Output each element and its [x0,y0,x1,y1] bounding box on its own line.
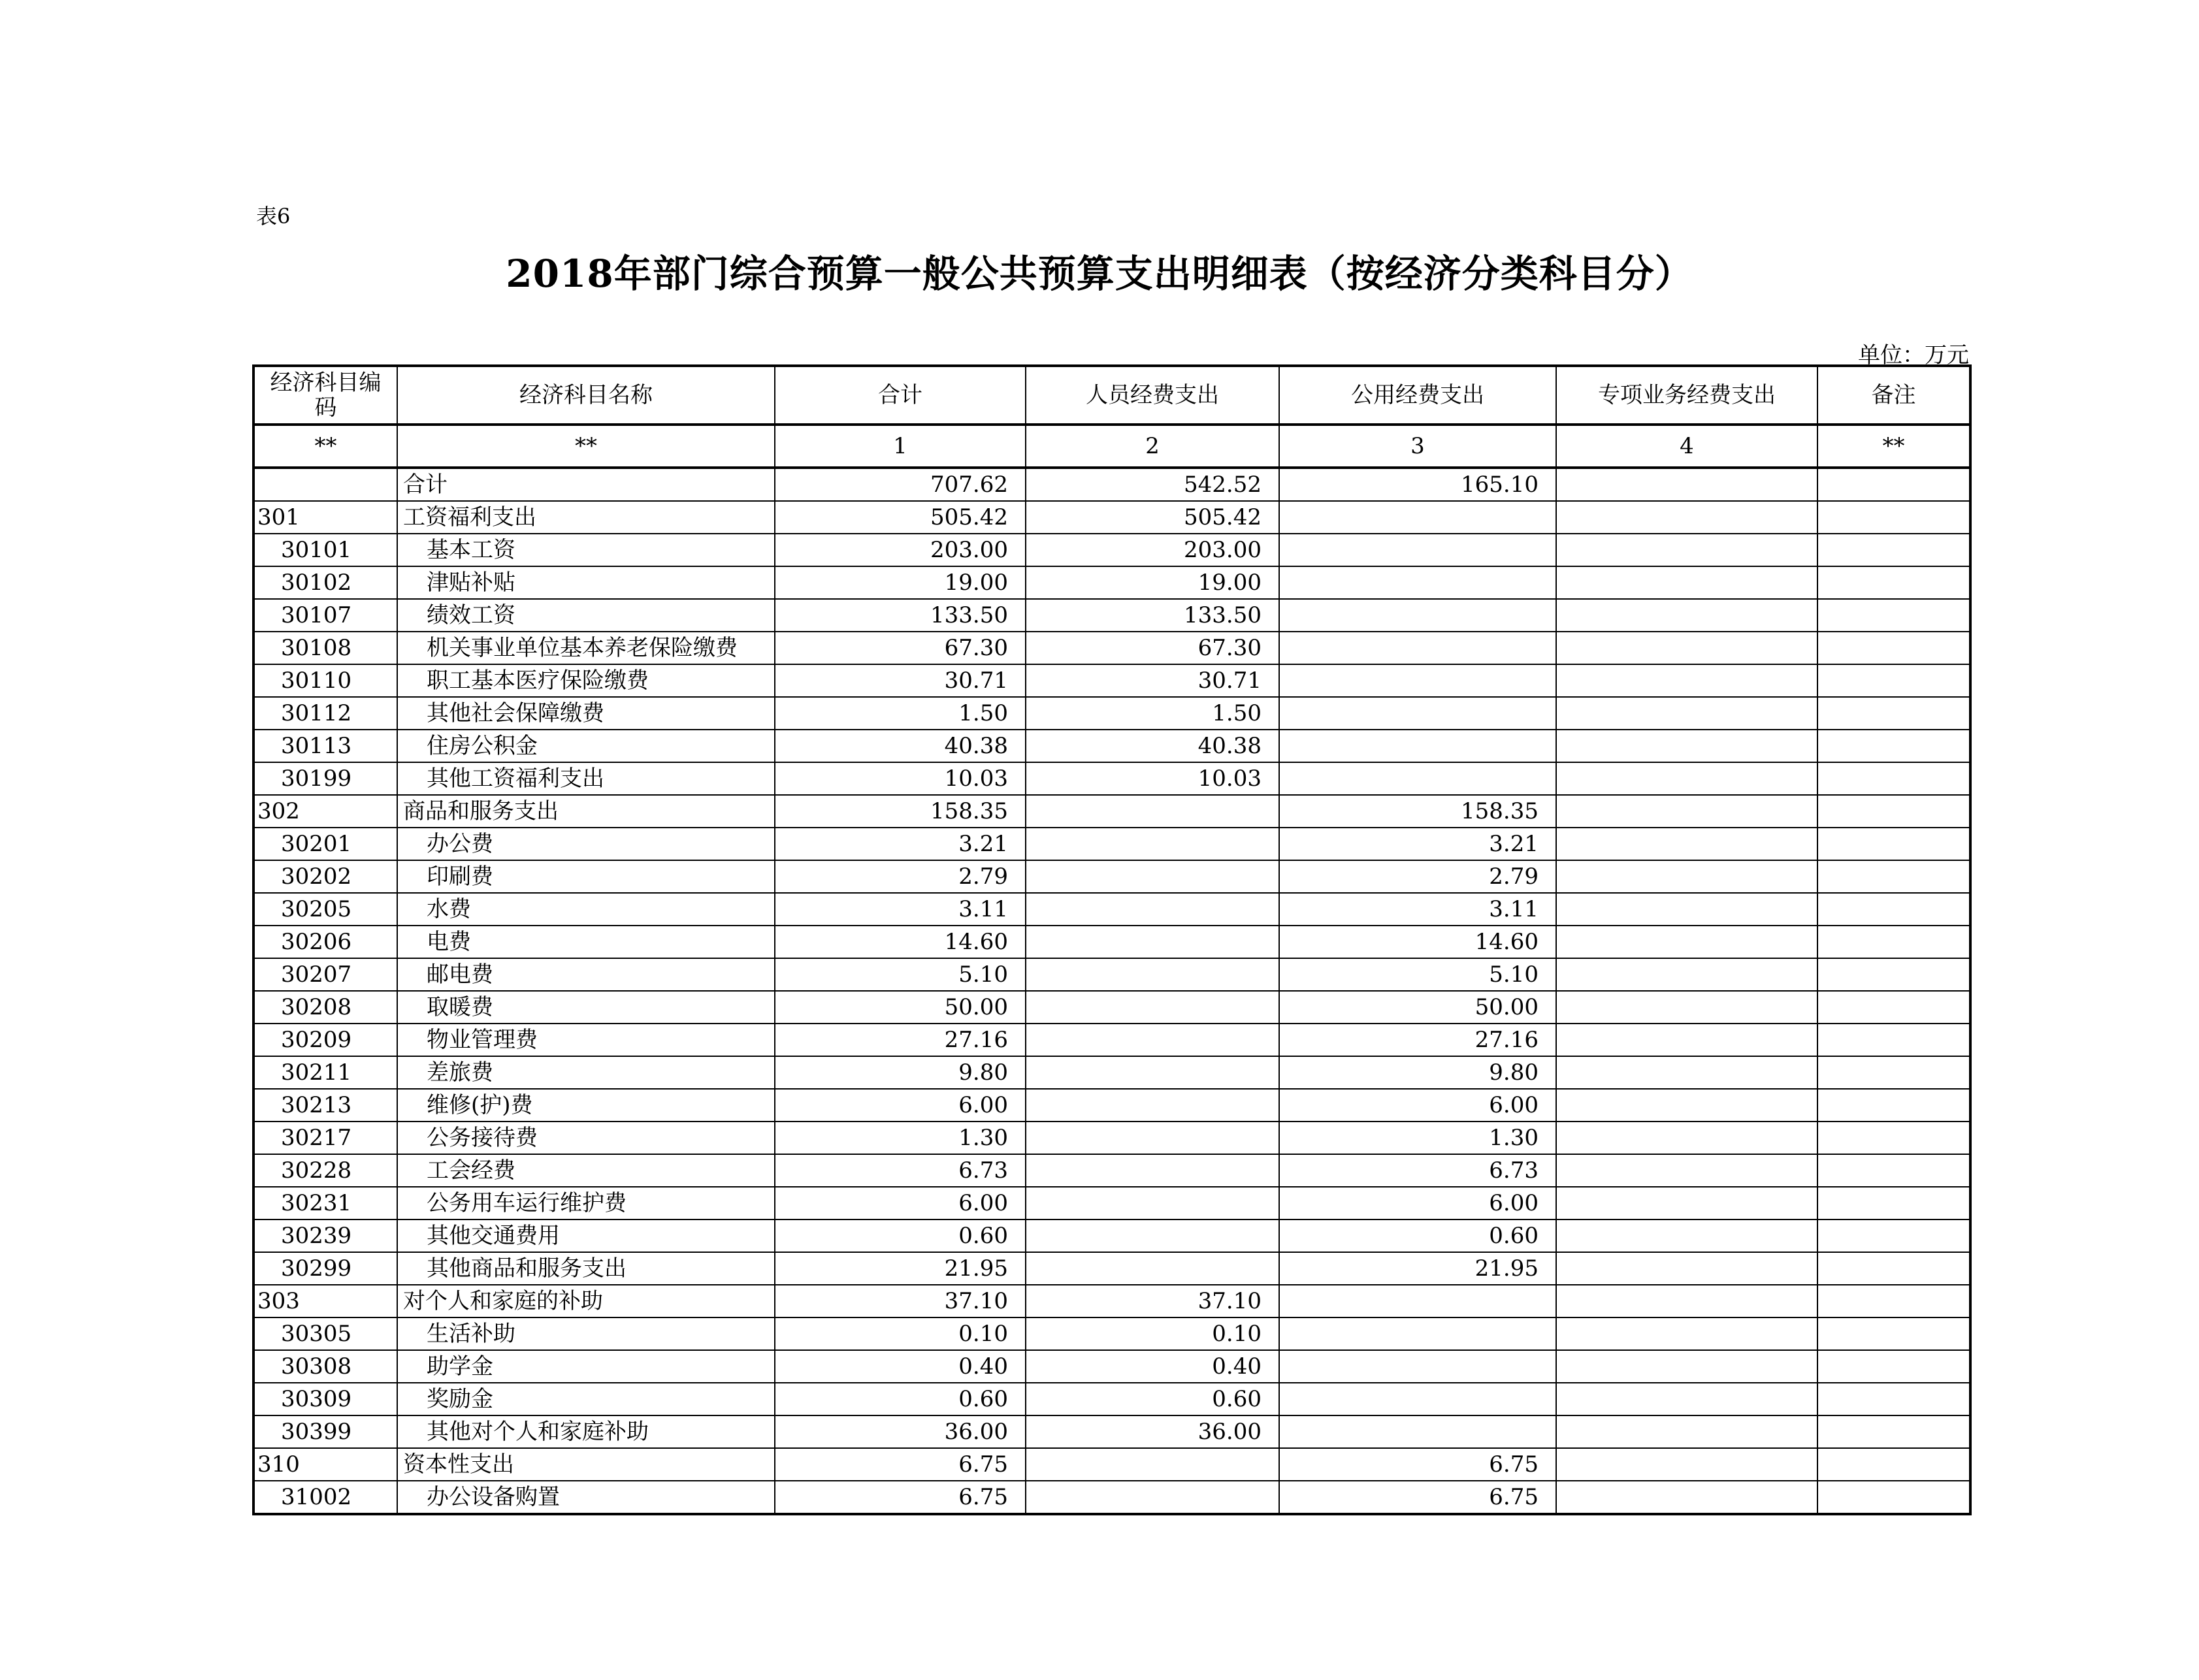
public-cell [1279,1317,1556,1350]
special-cell [1556,1415,1817,1448]
personnel-cell [1026,991,1279,1024]
special-cell [1556,534,1817,566]
index-code: ** [253,425,397,468]
name-cell: 办公设备购置 [397,1481,775,1514]
code-cell: 30202 [253,860,397,893]
special-cell [1556,893,1817,926]
name-cell: 其他对个人和家庭补助 [397,1415,775,1448]
special-cell [1556,1056,1817,1089]
total-cell: 27.16 [775,1024,1026,1056]
remark-cell [1817,664,1970,697]
special-cell [1556,664,1817,697]
table-row [253,468,1970,501]
remark-cell [1817,1122,1970,1154]
index-public: 3 [1279,425,1556,468]
code-cell: 30308 [253,1350,397,1383]
total-cell: 37.10 [775,1285,1026,1317]
code-cell: 30108 [253,632,397,664]
remark-cell [1817,501,1970,534]
name-cell: 基本工资 [397,534,775,566]
code-cell: 30113 [253,730,397,762]
remark-cell [1817,697,1970,730]
special-cell [1556,566,1817,599]
code-cell [253,468,397,501]
remark-cell [1817,1383,1970,1415]
name-cell: 资本性支出 [397,1448,775,1481]
table-row [253,501,1970,534]
total-cell: 3.11 [775,893,1026,926]
public-cell: 21.95 [1279,1252,1556,1285]
table-row [253,1415,1970,1448]
name-cell: 邮电费 [397,958,775,991]
special-cell [1556,1448,1817,1481]
special-cell [1556,1285,1817,1317]
header-remark: 备注 [1817,366,1970,425]
public-cell: 50.00 [1279,991,1556,1024]
personnel-cell [1026,958,1279,991]
name-cell: 工资福利支出 [397,501,775,534]
special-cell [1556,958,1817,991]
personnel-cell [1026,795,1279,828]
total-cell: 505.42 [775,501,1026,534]
name-cell: 助学金 [397,1350,775,1383]
table-row [253,599,1970,632]
total-cell: 133.50 [775,599,1026,632]
total-cell: 14.60 [775,926,1026,958]
special-cell [1556,1220,1817,1252]
table-row [253,632,1970,664]
total-cell: 6.00 [775,1089,1026,1122]
total-cell: 21.95 [775,1252,1026,1285]
table-row [253,795,1970,828]
public-cell [1279,1350,1556,1383]
code-cell: 30110 [253,664,397,697]
total-cell: 0.60 [775,1383,1026,1415]
code-cell: 31002 [253,1481,397,1514]
special-cell [1556,1317,1817,1350]
total-cell: 0.60 [775,1220,1026,1252]
remark-cell [1817,1089,1970,1122]
code-cell: 30217 [253,1122,397,1154]
personnel-cell [1026,1154,1279,1187]
total-cell: 707.62 [775,468,1026,501]
total-cell: 203.00 [775,534,1026,566]
public-cell [1279,762,1556,795]
remark-cell [1817,762,1970,795]
total-cell: 158.35 [775,795,1026,828]
special-cell [1556,501,1817,534]
public-cell: 6.00 [1279,1089,1556,1122]
remark-cell [1817,1154,1970,1187]
personnel-cell: 1.50 [1026,697,1279,730]
public-cell: 3.11 [1279,893,1556,926]
personnel-cell: 0.10 [1026,1317,1279,1350]
budget-detail-table [252,364,1972,1515]
total-cell: 2.79 [775,860,1026,893]
remark-cell [1817,828,1970,860]
remark-cell [1817,1220,1970,1252]
personnel-cell: 542.52 [1026,468,1279,501]
header-personnel: 人员经费支出 [1026,366,1279,425]
special-cell [1556,1350,1817,1383]
remark-cell [1817,730,1970,762]
code-cell: 301 [253,501,397,534]
code-cell: 30101 [253,534,397,566]
public-cell [1279,664,1556,697]
code-cell: 30205 [253,893,397,926]
special-cell [1556,860,1817,893]
remark-cell [1817,1317,1970,1350]
code-cell: 302 [253,795,397,828]
code-cell: 30211 [253,1056,397,1089]
index-remark: ** [1817,425,1970,468]
personnel-cell: 0.40 [1026,1350,1279,1383]
name-cell: 其他工资福利支出 [397,762,775,795]
table-row [253,828,1970,860]
remark-cell [1817,1481,1970,1514]
special-cell [1556,1252,1817,1285]
total-cell: 1.30 [775,1122,1026,1154]
name-cell: 津贴补贴 [397,566,775,599]
unit-label: 单位：万元 [1858,342,1969,368]
table-row [253,860,1970,893]
public-cell [1279,599,1556,632]
code-cell: 30199 [253,762,397,795]
code-cell: 30107 [253,599,397,632]
table-row [253,534,1970,566]
total-cell: 67.30 [775,632,1026,664]
name-cell: 公务接待费 [397,1122,775,1154]
total-cell: 5.10 [775,958,1026,991]
special-cell [1556,828,1817,860]
public-cell [1279,534,1556,566]
name-cell: 水费 [397,893,775,926]
table-row [253,1056,1970,1089]
personnel-cell [1026,1448,1279,1481]
remark-cell [1817,1415,1970,1448]
table-row [253,1350,1970,1383]
personnel-cell: 40.38 [1026,730,1279,762]
name-cell: 奖励金 [397,1383,775,1415]
total-cell: 10.03 [775,762,1026,795]
code-cell: 30102 [253,566,397,599]
name-cell: 合计 [397,468,775,501]
public-cell [1279,632,1556,664]
table-row [253,566,1970,599]
personnel-cell: 133.50 [1026,599,1279,632]
public-cell: 14.60 [1279,926,1556,958]
total-cell: 6.75 [775,1481,1026,1514]
total-cell: 36.00 [775,1415,1026,1448]
total-cell: 19.00 [775,566,1026,599]
table-row [253,1317,1970,1350]
special-cell [1556,599,1817,632]
personnel-cell: 505.42 [1026,501,1279,534]
special-cell [1556,991,1817,1024]
table-row [253,1448,1970,1481]
table-row [253,1383,1970,1415]
name-cell: 住房公积金 [397,730,775,762]
special-cell [1556,762,1817,795]
remark-cell [1817,1252,1970,1285]
special-cell [1556,1383,1817,1415]
personnel-cell: 0.60 [1026,1383,1279,1415]
name-cell: 取暖费 [397,991,775,1024]
remark-cell [1817,860,1970,893]
remark-cell [1817,1024,1970,1056]
special-cell [1556,1122,1817,1154]
personnel-cell [1026,1187,1279,1220]
code-cell: 303 [253,1285,397,1317]
public-cell [1279,501,1556,534]
table-row [253,1024,1970,1056]
total-cell: 9.80 [775,1056,1026,1089]
remark-cell [1817,958,1970,991]
personnel-cell: 37.10 [1026,1285,1279,1317]
remark-cell [1817,1285,1970,1317]
index-row [253,425,1970,468]
table-row [253,1122,1970,1154]
personnel-cell [1026,828,1279,860]
header-total: 合计 [775,366,1026,425]
total-cell: 0.10 [775,1317,1026,1350]
remark-cell [1817,991,1970,1024]
total-cell: 0.40 [775,1350,1026,1383]
table-row [253,697,1970,730]
name-cell: 电费 [397,926,775,958]
table-row [253,1285,1970,1317]
total-cell: 40.38 [775,730,1026,762]
code-cell: 30305 [253,1317,397,1350]
remark-cell [1817,566,1970,599]
code-cell: 30299 [253,1252,397,1285]
public-cell [1279,697,1556,730]
special-cell [1556,468,1817,501]
personnel-cell [1026,1252,1279,1285]
code-cell: 30231 [253,1187,397,1220]
special-cell [1556,1089,1817,1122]
personnel-cell [1026,860,1279,893]
table-row [253,1089,1970,1122]
name-cell: 机关事业单位基本养老保险缴费 [397,632,775,664]
code-cell: 30399 [253,1415,397,1448]
public-cell: 3.21 [1279,828,1556,860]
name-cell: 职工基本医疗保险缴费 [397,664,775,697]
remark-cell [1817,599,1970,632]
personnel-cell [1026,1024,1279,1056]
code-cell: 30201 [253,828,397,860]
document-title: 2018年部门综合预算一般公共预算支出明细表（按经济分类科目分） [506,251,1693,296]
name-cell: 差旅费 [397,1056,775,1089]
special-cell [1556,1154,1817,1187]
personnel-cell: 203.00 [1026,534,1279,566]
name-cell: 办公费 [397,828,775,860]
code-cell: 30228 [253,1154,397,1187]
remark-cell [1817,534,1970,566]
personnel-cell [1026,1122,1279,1154]
public-cell: 9.80 [1279,1056,1556,1089]
index-name: ** [397,425,775,468]
special-cell [1556,1187,1817,1220]
header-row [253,366,1970,425]
public-cell: 1.30 [1279,1122,1556,1154]
remark-cell [1817,893,1970,926]
total-cell: 50.00 [775,991,1026,1024]
table-row [253,926,1970,958]
table-row [253,1154,1970,1187]
table-row [253,991,1970,1024]
remark-cell [1817,468,1970,501]
public-cell: 158.35 [1279,795,1556,828]
table-row [253,1220,1970,1252]
name-cell: 工会经费 [397,1154,775,1187]
table-row [253,958,1970,991]
personnel-cell [1026,1056,1279,1089]
special-cell [1556,730,1817,762]
special-cell [1556,632,1817,664]
public-cell [1279,1383,1556,1415]
total-cell: 6.73 [775,1154,1026,1187]
total-cell: 3.21 [775,828,1026,860]
code-cell: 30112 [253,697,397,730]
name-cell: 其他商品和服务支出 [397,1252,775,1285]
name-cell: 其他交通费用 [397,1220,775,1252]
remark-cell [1817,795,1970,828]
index-total: 1 [775,425,1026,468]
index-special: 4 [1556,425,1817,468]
remark-cell [1817,926,1970,958]
table-row [253,1187,1970,1220]
remark-cell [1817,1187,1970,1220]
code-cell: 30207 [253,958,397,991]
public-cell: 27.16 [1279,1024,1556,1056]
name-cell: 物业管理费 [397,1024,775,1056]
personnel-cell [1026,926,1279,958]
public-cell: 6.75 [1279,1481,1556,1514]
name-cell: 对个人和家庭的补助 [397,1285,775,1317]
header-public: 公用经费支出 [1279,366,1556,425]
name-cell: 印刷费 [397,860,775,893]
code-cell: 30208 [253,991,397,1024]
code-cell: 310 [253,1448,397,1481]
special-cell [1556,926,1817,958]
personnel-cell: 67.30 [1026,632,1279,664]
public-cell: 6.73 [1279,1154,1556,1187]
special-cell [1556,1481,1817,1514]
remark-cell [1817,1056,1970,1089]
personnel-cell: 10.03 [1026,762,1279,795]
name-cell: 绩效工资 [397,599,775,632]
code-cell: 30206 [253,926,397,958]
remark-cell [1817,1350,1970,1383]
table-row [253,893,1970,926]
total-cell: 30.71 [775,664,1026,697]
personnel-cell: 30.71 [1026,664,1279,697]
personnel-cell [1026,1481,1279,1514]
public-cell [1279,1285,1556,1317]
total-cell: 6.00 [775,1187,1026,1220]
public-cell: 5.10 [1279,958,1556,991]
personnel-cell: 36.00 [1026,1415,1279,1448]
table-row [253,1481,1970,1514]
personnel-cell: 19.00 [1026,566,1279,599]
table-row [253,664,1970,697]
personnel-cell [1026,893,1279,926]
name-cell: 生活补助 [397,1317,775,1350]
remark-cell [1817,632,1970,664]
public-cell: 2.79 [1279,860,1556,893]
special-cell [1556,1024,1817,1056]
name-cell: 其他社会保障缴费 [397,697,775,730]
header-name: 经济科目名称 [397,366,775,425]
public-cell: 6.75 [1279,1448,1556,1481]
public-cell: 165.10 [1279,468,1556,501]
public-cell [1279,730,1556,762]
special-cell [1556,697,1817,730]
table-number-label: 表6 [256,204,291,229]
remark-cell [1817,1448,1970,1481]
public-cell: 6.00 [1279,1187,1556,1220]
header-code: 经济科目编码 [253,366,397,425]
code-cell: 30209 [253,1024,397,1056]
name-cell: 公务用车运行维护费 [397,1187,775,1220]
public-cell [1279,1415,1556,1448]
table-row [253,730,1970,762]
public-cell: 0.60 [1279,1220,1556,1252]
code-cell: 30239 [253,1220,397,1252]
personnel-cell [1026,1220,1279,1252]
total-cell: 1.50 [775,697,1026,730]
total-cell: 6.75 [775,1448,1026,1481]
personnel-cell [1026,1089,1279,1122]
special-cell [1556,795,1817,828]
index-personnel: 2 [1026,425,1279,468]
public-cell [1279,566,1556,599]
code-cell: 30213 [253,1089,397,1122]
name-cell: 商品和服务支出 [397,795,775,828]
header-special: 专项业务经费支出 [1556,366,1817,425]
table-row [253,1252,1970,1285]
table-row [253,762,1970,795]
code-cell: 30309 [253,1383,397,1415]
name-cell: 维修(护)费 [397,1089,775,1122]
